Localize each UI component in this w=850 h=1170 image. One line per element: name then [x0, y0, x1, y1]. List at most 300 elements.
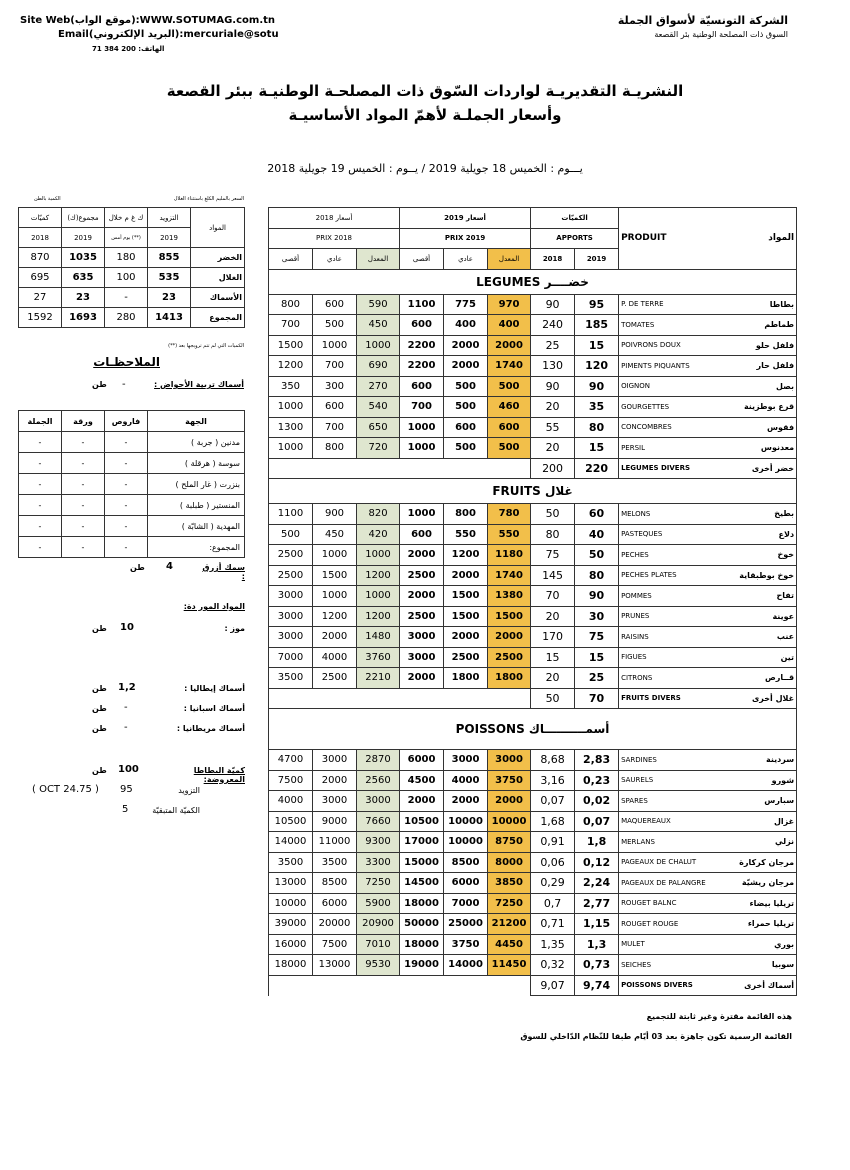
region-cell: -: [105, 453, 148, 474]
product-row: [269, 627, 797, 648]
price-2019-cell: 2000: [400, 791, 444, 812]
apport-2019-cell: 0,12: [575, 852, 619, 873]
price-2018-cell: 1000: [313, 335, 357, 356]
product-row: [269, 852, 797, 873]
product-fr: SARDINES: [619, 750, 707, 771]
product-row: [269, 504, 797, 525]
qty-row-label: المجموع: [191, 308, 245, 328]
price-2019-cell: 4450: [488, 934, 531, 955]
apport-2018-cell: 0,29: [531, 873, 575, 894]
product-fr: PERSIL: [619, 438, 707, 459]
fish-mr-unit: طن: [92, 724, 107, 733]
h-max-18: أقصى: [269, 249, 313, 270]
price-2019-cell: 2000: [488, 627, 531, 648]
price-2018-cell: 10500: [269, 811, 313, 832]
email-label: Email(البريد الإلكتروني):mercuriale@sotu: [58, 29, 279, 40]
product-ar: خوخ بوطبقاية: [707, 565, 797, 586]
price-2018-cell: 450: [313, 524, 357, 545]
price-2018-cell: 14000: [269, 832, 313, 853]
apport-2018-cell: 15: [531, 647, 575, 668]
product-row: [269, 955, 797, 976]
qty-unit-note: الكمية بالطن: [34, 196, 61, 202]
price-2019-cell: 1000: [400, 417, 444, 438]
price-2018-cell: 1200: [313, 606, 357, 627]
region-cell: -: [19, 432, 62, 453]
h-max-19: أقصى: [400, 249, 444, 270]
fish-it-unit: طن: [92, 684, 107, 693]
apport-2018-cell: 130: [531, 356, 575, 377]
blue-fish-unit: طن: [130, 563, 145, 572]
price-2018-cell: 2870: [357, 750, 400, 771]
apport-2019-cell: 80: [575, 417, 619, 438]
product-row: [269, 294, 797, 315]
quantity-table: [18, 207, 245, 328]
price-2019-cell: 500: [444, 376, 488, 397]
apport-2018-cell: 3,16: [531, 770, 575, 791]
apport-2018-cell: 0,06: [531, 852, 575, 873]
qty-row: [19, 268, 245, 288]
product-ar: قــارص: [707, 668, 797, 689]
price-2018-cell: 18000: [269, 955, 313, 976]
apport-2018-cell: 200: [531, 458, 575, 479]
price-2018-cell: 3000: [313, 791, 357, 812]
price-2018-cell: 820: [357, 504, 400, 525]
price-2018-cell: 1000: [269, 397, 313, 418]
h-apports-ar: الكميّات: [531, 208, 619, 229]
apport-2019-cell: 40: [575, 524, 619, 545]
qty-h4: كميّات: [19, 208, 62, 228]
product-fr: PECHES: [619, 545, 707, 566]
price-2019-cell: 970: [488, 294, 531, 315]
qty-row-label: الغلال: [191, 268, 245, 288]
site-label: Site Web(موقع الواب):WWW.SOTUMAG.com.tn: [20, 15, 276, 26]
price-2018-cell: 9000: [313, 811, 357, 832]
remain-value: 5: [122, 804, 129, 815]
price-2019-cell: 15000: [400, 852, 444, 873]
product-row: [269, 545, 797, 566]
price-2019-cell: 17000: [400, 832, 444, 853]
price-2019-cell: 1000: [400, 504, 444, 525]
apport-2019-cell: 60: [575, 504, 619, 525]
product-ar: دلاع: [707, 524, 797, 545]
product-fr: POISSONS DIVERS: [619, 975, 707, 996]
apport-2019-cell: 1,15: [575, 914, 619, 935]
price-2019-cell: 1800: [488, 668, 531, 689]
product-fr: ROUGET ROUGE: [619, 914, 707, 935]
apport-2019-cell: 0,02: [575, 791, 619, 812]
price-2019-cell: 775: [444, 294, 488, 315]
section-title-fruits: FRUITS غلال: [269, 479, 797, 504]
product-row: [269, 335, 797, 356]
apport-2019-cell: 9,74: [575, 975, 619, 996]
apport-2018-cell: 170: [531, 627, 575, 648]
potato-label: كميّة البطاطا المعروضة:: [193, 766, 245, 784]
h-mahal-18: المعدل: [357, 249, 400, 270]
h-normal-18: عادي: [313, 249, 357, 270]
price-2019-cell: 14000: [444, 955, 488, 976]
product-fr: PIMENTS PIQUANTS: [619, 356, 707, 377]
price-2018-cell: 7000: [269, 647, 313, 668]
qty-cell: 280: [105, 308, 148, 328]
price-2019-cell: 25000: [444, 914, 488, 935]
product-ar: بطاطا: [707, 294, 797, 315]
price-2018-cell: 3300: [357, 852, 400, 873]
price-2019-cell: 2000: [400, 586, 444, 607]
region-row: [19, 516, 245, 537]
price-2018-cell: 7500: [269, 770, 313, 791]
apport-2019-cell: 15: [575, 647, 619, 668]
apport-2018-cell: 0,7: [531, 893, 575, 914]
price-2019-cell: 3750: [488, 770, 531, 791]
product-row: [269, 586, 797, 607]
empty-price-cell: [269, 458, 531, 479]
price-2018-cell: 4000: [269, 791, 313, 812]
apport-2019-cell: 35: [575, 397, 619, 418]
region-cell: -: [19, 453, 62, 474]
apport-2018-cell: 0,32: [531, 955, 575, 976]
product-fr: SPARES: [619, 791, 707, 812]
price-2019-cell: 460: [488, 397, 531, 418]
price-2018-cell: 3000: [269, 627, 313, 648]
banana-unit: طن: [92, 624, 107, 633]
region-cell: -: [62, 537, 105, 558]
price-2018-cell: 270: [357, 376, 400, 397]
apport-2018-cell: 90: [531, 294, 575, 315]
price-2018-cell: 13000: [269, 873, 313, 894]
price-2018-cell: 2000: [313, 770, 357, 791]
banana-value: 10: [120, 622, 134, 633]
price-2019-cell: 2000: [488, 791, 531, 812]
price-2018-cell: 2500: [269, 545, 313, 566]
apport-2018-cell: 20: [531, 438, 575, 459]
fish-es-label: أسماك اسبانيا :: [183, 704, 245, 713]
product-ar: أسماك أخرى: [707, 975, 797, 996]
price-2018-cell: 1480: [357, 627, 400, 648]
price-2018-cell: 1000: [269, 438, 313, 459]
price-2019-cell: 10000: [444, 832, 488, 853]
product-row: [269, 770, 797, 791]
reg-h0: الجهة: [148, 411, 245, 432]
price-2019-cell: 3000: [444, 750, 488, 771]
qty-cell: 535: [148, 268, 191, 288]
price-2018-cell: 1100: [269, 504, 313, 525]
price-2018-cell: 3000: [269, 606, 313, 627]
qty-cell: 1413: [148, 308, 191, 328]
banana-label: موز :: [224, 624, 245, 633]
product-fr: SEICHES: [619, 955, 707, 976]
price-2018-cell: 7250: [357, 873, 400, 894]
price-2019-cell: 2200: [400, 335, 444, 356]
region-cell: -: [105, 516, 148, 537]
price-2019-cell: 10000: [488, 811, 531, 832]
product-fr: LEGUMES DIVERS: [619, 458, 707, 479]
apport-2019-cell: 25: [575, 668, 619, 689]
region-label: المجموع:: [148, 537, 245, 558]
qty-sh1: يوم أمس (**): [105, 228, 148, 248]
price-2019-cell: 1500: [444, 606, 488, 627]
region-cell: -: [105, 432, 148, 453]
product-fr: POMMES: [619, 586, 707, 607]
region-cell: -: [105, 495, 148, 516]
product-row: [269, 934, 797, 955]
supply-note: ( OCT 24.75 ): [32, 784, 99, 795]
region-label: سوسة ( هرقلة ): [148, 453, 245, 474]
product-fr: TOMATES: [619, 315, 707, 336]
fish-mr-label: أسماك مريطانيا :: [176, 724, 245, 733]
price-2019-cell: 2000: [444, 356, 488, 377]
product-row: [269, 750, 797, 771]
price-2018-cell: 7500: [313, 934, 357, 955]
price-2019-cell: 2000: [444, 335, 488, 356]
h-prix2019-ar: أسعار 2019: [400, 208, 531, 229]
potato-unit: طن: [92, 766, 107, 775]
product-ar: غلال أخرى: [707, 688, 797, 709]
footer-line2: القائمة الرسمية تكون جاهزة بعد 03 أيّام طبقا للنّظام الدّاخلي للسوق: [520, 1032, 792, 1041]
product-fr: SAURELS: [619, 770, 707, 791]
product-fr: CITRONS: [619, 668, 707, 689]
price-2018-cell: 1000: [357, 586, 400, 607]
region-cell: -: [19, 474, 62, 495]
qty-cell: 855: [148, 248, 191, 268]
reg-h2: ورقة: [62, 411, 105, 432]
price-2018-cell: 11000: [313, 832, 357, 853]
qty-note: [60, 196, 244, 202]
price-2018-cell: 4000: [313, 647, 357, 668]
aqua-label: أسماك تربية الأحواض :: [154, 380, 244, 389]
company-sub: السوق ذات المصلحة الوطنية بئر القصعة: [654, 30, 788, 39]
region-label: المهدية ( الشابّة ): [148, 516, 245, 537]
apport-2018-cell: 25: [531, 335, 575, 356]
price-2019-cell: 2000: [400, 545, 444, 566]
product-ar: تريليا حمراء: [707, 914, 797, 935]
price-2019-cell: 1800: [444, 668, 488, 689]
apport-2018-cell: 75: [531, 545, 575, 566]
apport-2019-cell: 120: [575, 356, 619, 377]
price-2018-cell: 1500: [269, 335, 313, 356]
price-2018-cell: 3500: [313, 852, 357, 873]
header-company: [618, 14, 788, 42]
fish-mr-value: -: [124, 722, 128, 733]
product-fr: PAGEAUX DE PALANGRE: [619, 873, 707, 894]
product-ar: مرجان ريشيّة: [707, 873, 797, 894]
price-2019-cell: 700: [400, 397, 444, 418]
price-2019-cell: 1200: [444, 545, 488, 566]
apport-2019-cell: 2,77: [575, 893, 619, 914]
product-fr: ROUGET BALNC: [619, 893, 707, 914]
price-2018-cell: 9300: [357, 832, 400, 853]
price-2018-cell: 4700: [269, 750, 313, 771]
qty-cell: 23: [148, 288, 191, 308]
price-2018-cell: 350: [269, 376, 313, 397]
apport-2018-cell: 20: [531, 668, 575, 689]
apport-2019-cell: 1,8: [575, 832, 619, 853]
price-2019-cell: 8750: [488, 832, 531, 853]
price-2018-cell: 2500: [269, 565, 313, 586]
apport-2019-cell: 95: [575, 294, 619, 315]
region-row: [19, 537, 245, 558]
price-2019-cell: 600: [400, 524, 444, 545]
price-2018-cell: 2500: [313, 668, 357, 689]
qty-sh0: 2019: [148, 228, 191, 248]
apport-2018-cell: 0,07: [531, 791, 575, 812]
h-prix2018: PRIX 2018: [269, 228, 400, 249]
region-row: [19, 453, 245, 474]
price-2019-cell: 1380: [488, 586, 531, 607]
price-2019-cell: 4500: [400, 770, 444, 791]
price-2019-cell: 6000: [444, 873, 488, 894]
title-line2: وأسعار الجملـة لأهمّ المواد الأساسيـة: [288, 106, 562, 124]
product-fr: MAQUEREAUX: [619, 811, 707, 832]
apport-2018-cell: 50: [531, 504, 575, 525]
apport-2019-cell: 80: [575, 565, 619, 586]
region-label: المنستير ( طبلبة ): [148, 495, 245, 516]
price-2018-cell: 3000: [313, 750, 357, 771]
price-2018-cell: 7010: [357, 934, 400, 955]
apport-2018-cell: 20: [531, 397, 575, 418]
price-2019-cell: 2000: [444, 565, 488, 586]
price-2018-cell: 1000: [357, 335, 400, 356]
header-contact: [20, 14, 279, 56]
apport-2019-cell: 50: [575, 545, 619, 566]
qty-cell: 870: [19, 248, 62, 268]
price-2018-cell: 5900: [357, 893, 400, 914]
product-ar: مرجان كركارة: [707, 852, 797, 873]
price-2019-cell: 3750: [444, 934, 488, 955]
price-2018-cell: 16000: [269, 934, 313, 955]
apport-2018-cell: 240: [531, 315, 575, 336]
product-ar: سردينة: [707, 750, 797, 771]
price-2019-cell: 11450: [488, 955, 531, 976]
price-2018-cell: 3000: [357, 791, 400, 812]
product-ar: غزال: [707, 811, 797, 832]
apport-2018-cell: 9,07: [531, 975, 575, 996]
price-2019-cell: 2000: [444, 627, 488, 648]
apport-2019-cell: 15: [575, 438, 619, 459]
price-2019-cell: 19000: [400, 955, 444, 976]
product-row: [269, 832, 797, 853]
price-2019-cell: 2500: [488, 647, 531, 668]
h-y2019: 2019: [575, 249, 619, 270]
price-2019-cell: 550: [488, 524, 531, 545]
product-ar: بوري: [707, 934, 797, 955]
h-apports: APPORTS: [531, 228, 619, 249]
price-2018-cell: 3500: [269, 852, 313, 873]
price-2018-cell: 20900: [357, 914, 400, 935]
title-line1: النشريـة التقديريـة لواردات السّوق ذات المصلحـة الوطنيـة ببئر القصعة: [166, 82, 684, 100]
price-2018-cell: 700: [313, 356, 357, 377]
price-2018-cell: 800: [313, 438, 357, 459]
price-2018-cell: 3760: [357, 647, 400, 668]
report-dates: يـــوم : الخميس 18 جويلية 2019 / يــوم : الخميس 19 جويلية 2018: [267, 162, 583, 175]
product-fr: MELONS: [619, 504, 707, 525]
apport-2018-cell: 0,91: [531, 832, 575, 853]
price-2019-cell: 6000: [400, 750, 444, 771]
imported-title: المواد المور دة:: [183, 602, 245, 611]
h-mawad: المواد: [707, 208, 797, 270]
region-cell: -: [62, 432, 105, 453]
company-name: الشركة التونسيّة لأسواق الجملة: [617, 14, 788, 27]
apport-2018-cell: 20: [531, 606, 575, 627]
price-2018-cell: 2560: [357, 770, 400, 791]
empty-price-cell: [269, 975, 531, 996]
apport-2018-cell: 80: [531, 524, 575, 545]
qty-cell: 1035: [62, 248, 105, 268]
fish-it-label: أسماك إيطاليا :: [184, 684, 245, 693]
aqua-unit: طن: [92, 380, 107, 389]
price-2018-cell: 13000: [313, 955, 357, 976]
apport-2019-cell: 2,83: [575, 750, 619, 771]
product-row: [269, 397, 797, 418]
price-2018-cell: 3000: [269, 586, 313, 607]
price-2019-cell: 2000: [400, 668, 444, 689]
apport-2019-cell: 0,73: [575, 955, 619, 976]
price-2018-cell: 39000: [269, 914, 313, 935]
apport-2019-cell: 0,23: [575, 770, 619, 791]
price-2018-cell: 2000: [313, 627, 357, 648]
h-produit: PRODUIT: [619, 208, 707, 270]
price-2019-cell: 800: [444, 504, 488, 525]
product-row: [269, 417, 797, 438]
price-2019-cell: 1000: [400, 438, 444, 459]
price-2019-cell: 50000: [400, 914, 444, 935]
price-2018-cell: 8500: [313, 873, 357, 894]
product-fr: P. DE TERRE: [619, 294, 707, 315]
price-2018-cell: 900: [313, 504, 357, 525]
product-fr: FRUITS DIVERS: [619, 688, 707, 709]
price-2019-cell: 7000: [444, 893, 488, 914]
product-ar: طماطم: [707, 315, 797, 336]
qty-sh2: 2019: [62, 228, 105, 248]
region-cell: -: [62, 453, 105, 474]
product-ar: سبارس: [707, 791, 797, 812]
region-label: مدنين ( جربة ): [148, 432, 245, 453]
section-row-legumes: [269, 269, 797, 294]
product-row: [269, 458, 797, 479]
qty-h3: مجموع(ك): [62, 208, 105, 228]
price-2018-cell: 650: [357, 417, 400, 438]
product-row: [269, 668, 797, 689]
apport-2018-cell: 1,68: [531, 811, 575, 832]
qty-row: [19, 288, 245, 308]
qty-sh3: 2018: [19, 228, 62, 248]
price-2018-cell: 1000: [313, 586, 357, 607]
region-cell: -: [19, 495, 62, 516]
h-prix2018-ar: أسعار 2018: [269, 208, 400, 229]
reg-h3: الجملة: [19, 411, 62, 432]
price-2018-cell: 3500: [269, 668, 313, 689]
product-row: [269, 438, 797, 459]
product-ar: تين: [707, 647, 797, 668]
empty-price-cell: [269, 688, 531, 709]
apport-2018-cell: 145: [531, 565, 575, 586]
price-2019-cell: 600: [488, 417, 531, 438]
price-2019-cell: 2200: [400, 356, 444, 377]
price-2019-cell: 500: [488, 376, 531, 397]
price-2019-cell: 500: [444, 397, 488, 418]
product-ar: تريليا بيضاء: [707, 893, 797, 914]
product-row: [269, 914, 797, 935]
product-fr: CONCOMBRES: [619, 417, 707, 438]
product-fr: PAGEAUX DE CHALUT: [619, 852, 707, 873]
product-row: [269, 873, 797, 894]
region-table: [18, 410, 245, 558]
footer-line1: هذه القائمة مقترة وغير ثابتة للتجميع: [646, 1012, 792, 1021]
apport-2018-cell: 50: [531, 688, 575, 709]
price-2019-cell: 600: [400, 315, 444, 336]
price-2019-cell: 1180: [488, 545, 531, 566]
apport-2019-cell: 15: [575, 335, 619, 356]
price-2019-cell: 10000: [444, 811, 488, 832]
